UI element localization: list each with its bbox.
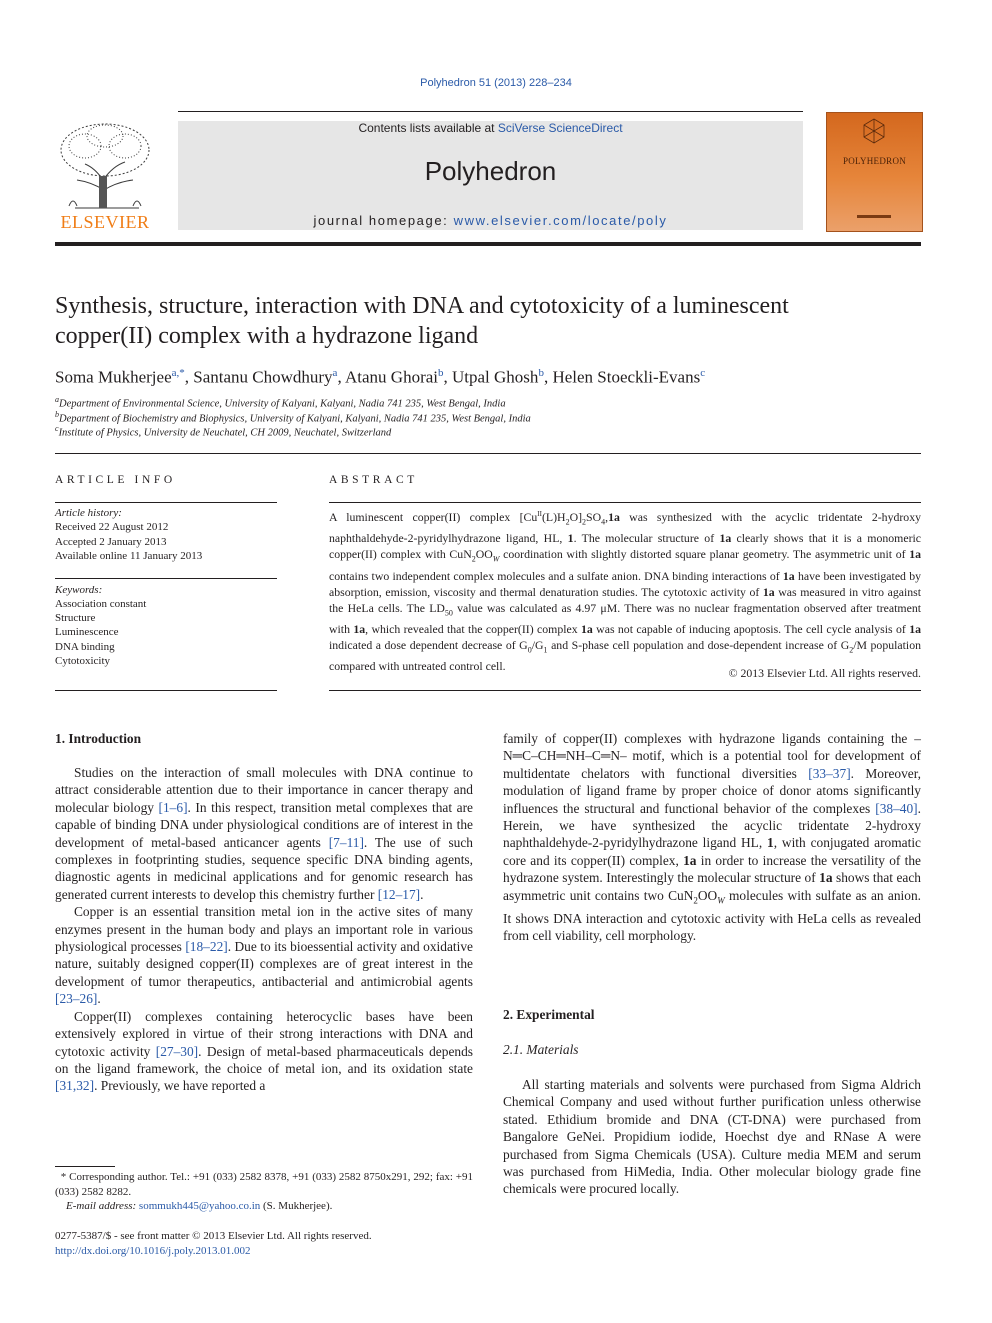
keyword: Cytotoxicity xyxy=(55,655,110,667)
introduction-text-continued xyxy=(503,730,921,945)
email-link[interactable]: sommukh445@yahoo.co.in xyxy=(138,1200,261,1212)
section-heading-experimental: 2. Experimental xyxy=(503,1007,595,1022)
contents-availability xyxy=(178,121,803,135)
introduction-text xyxy=(55,764,473,1095)
author-affiliation-mark[interactable]: a,* xyxy=(171,367,185,379)
footnote-rule xyxy=(55,1166,115,1167)
email-owner: (S. Mukherjee). xyxy=(263,1200,333,1212)
history-received: Received 22 August 2012 xyxy=(55,521,169,533)
elsevier-logo-text: ELSEVIER xyxy=(60,212,150,232)
article-info-rule xyxy=(55,502,277,503)
affiliation-text: Department of Environmental Science, University of Kalyani, Kalyani, Nadia 741 235, West Bengal, India xyxy=(59,398,506,410)
journal-cover-thumbnail xyxy=(826,112,923,232)
homepage-link[interactable]: www.elsevier.com/locate/poly xyxy=(453,213,668,228)
affiliation-mark: c xyxy=(55,424,59,433)
affiliation-c xyxy=(55,424,921,439)
author-name: Utpal Ghosh xyxy=(452,367,539,387)
author-list: Soma Mukherjee$^{a,*}$, Santanu Chowdhury$^a$, Atanu Ghorai$^b$, Utpal Ghosh$^b$, Helen Stoeckli-Evans$^c$ xyxy=(55,367,706,387)
author-name: Soma Mukherjee xyxy=(55,367,172,387)
header-rule xyxy=(178,111,803,112)
author-affiliation-mark[interactable]: b xyxy=(538,367,544,379)
article-info-heading: ARTICLE INFO xyxy=(55,474,176,486)
abstract-text: A luminescent copper(II) complex $[Cu^{II}(L)H_2O]_2SO_4,1a$ was synthesized with the acyclic tridentate 2-hydroxy naphthaldehyde-2-pyridylhydrazone ligand, HL, 1. The molecular structure of 1a clearly shows that it is a monomeric copper(II) complex with $CuN_2OO_W$ coordination with slightly distorted square planar geometry. The asymmetric unit of 1a contains two independent complex molecules and a sulfate anion. DNA binding interactions of 1a have been investigated by absorption, emission, viscosity and thermal denaturation studies. The cytotoxic activity of 1a was measured in vitro against the HeLa cells. The $LD_{50}$ value was calculated as 4.97 μM. There was no nuclear fragmentation observed after treatment with 1a, which revealed that the copper(II) complex 1a was not capable of inducing apoptosis. The cell cycle analysis of 1a indicated a dose dependent decrease of $G_0/G_1$ and S-phase cell population and dose-dependent increase of $G_2/M$ population compared with untreated control cell. xyxy=(329,509,922,674)
author-name: Helen Stoeckli-Evans xyxy=(552,367,701,387)
affiliation-text: Department of Biochemistry and Biophysics, University of Kalyani, Kalyani, Nadia 741 235, West Bengal, India xyxy=(59,413,531,425)
abstract-heading: ABSTRACT xyxy=(329,474,418,486)
journal-citation[interactable]: Polyhedron 51 (2013) 228–234 xyxy=(420,77,572,89)
author-affiliation-mark[interactable]: c xyxy=(700,367,706,379)
paragraph: family of copper(II) complexes with hydrazone ligands containing the –N═C–CH═NH–C═N– motif, which is a potential tool for development of multidentate chelators with functional diversities [33–37]. Moreover, modulation of ligand frame by proper choice of donor atoms significantly influences the structural and functional behavior of the complexes [38–40]. Herein, we have synthesized the acyclic tridentate 2-hydroxy naphthaldehyde-2-pyridylhydrazone ligand HL, 1, with conjugated aromatic core and its copper(II) complex, 1a in order to increase the versatility of the hydrazone system. Interestingly the molecular structure of 1a shows that each asymmetric unit contains two $CuN_2OO_W$ molecules with sulfate as an anion. It shows DNA interaction and cytotoxic activity with HeLa cells as revealed from cell viability, cell morphology. xyxy=(503,731,921,944)
article-title xyxy=(55,291,921,351)
sciencedirect-link[interactable]: SciVerse ScienceDirect xyxy=(497,121,623,135)
cover-title: POLYHEDRON xyxy=(842,156,907,166)
subsection-heading-materials: 2.1. Materials xyxy=(503,1042,579,1057)
keyword: DNA binding xyxy=(55,641,115,653)
affiliation-a xyxy=(55,395,921,410)
author-affiliation-mark[interactable]: b xyxy=(438,367,444,379)
polyhedron-icon xyxy=(827,113,922,231)
author-name: Atanu Ghorai xyxy=(345,367,439,387)
author-name: Santanu Chowdhury xyxy=(193,367,333,387)
contents-prefix: Contents lists available at xyxy=(358,121,498,135)
journal-homepage xyxy=(178,213,803,228)
abstract-rule xyxy=(329,502,921,503)
affiliation-text: Institute of Physics, University de Neuchatel, CH 2009, Neuchatel, Switzerland xyxy=(58,427,392,439)
paragraph: Copper(II) complexes containing heterocyclic bases have been extensively explored in virtue of their strong interactions with DNA and cytotoxic activity [27–30]. Design of metal-based pharmaceuticals depends on the ligand framework, the choice of metal ion, and its oxidation state [31,32]. Previously, we have reported a xyxy=(55,1008,473,1094)
keywords-rule xyxy=(55,578,277,579)
paragraph: All starting materials and solvents were purchased from Sigma Aldrich Chemical Company and used without further purification unless otherwise stated. Ethidium bromide and DNA (CT-DNA) were purchased from Bangalore GeNei. Propidium iodide, Hoechst dye and RNase A were purchased from Sigma Chemicals (USA). Culture media MEM and serum was purchased from HiMedia, India. Other molecular biology grade fine chemicals were procured locally. xyxy=(503,1077,921,1197)
homepage-prefix: journal homepage: xyxy=(313,213,454,228)
journal-name: Polyhedron xyxy=(424,156,557,186)
abstract-bottom-rule xyxy=(329,690,921,691)
paragraph: Copper is an essential transition metal ion in the active sites of many enzymes present in the human body and plays an important role in various physiological processes [18–22]. Due to its bioessential activity and oxidative nature, suitably designed copper(II) complexes are of great interest in the development of tumor therapeutics, antibacterial and antimicrobial agents [23–26]. xyxy=(55,904,473,1007)
keyword: Luminescence xyxy=(55,626,119,638)
header-thick-rule xyxy=(55,242,921,246)
corresponding-author-footnote: * Corresponding author. Tel.: +91 (033) 2582 8378, +91 (033) 2582 8750x291, 292; fax: +91 (033) 2582 8282. xyxy=(55,1171,474,1198)
keyword: Association constant xyxy=(55,598,147,610)
email-label: E-mail address: xyxy=(66,1200,137,1212)
affiliation-mark: a xyxy=(55,395,59,404)
doi-link[interactable]: http://dx.doi.org/10.1016/j.poly.2013.01.002 xyxy=(55,1245,251,1257)
email-footnote xyxy=(55,1200,473,1212)
keyword: Structure xyxy=(55,612,96,624)
title-line-1: Synthesis, structure, interaction with DNA and cytotoxicity of a luminescent xyxy=(55,293,789,319)
article-history-label: Article history: xyxy=(55,507,122,519)
affiliation-mark: b xyxy=(55,410,59,419)
paragraph: Studies on the interaction of small molecules with DNA continue to attract considerable attention due to their importance in cancer therapy and molecular biology [1–6]. In this respect, transition metal complexes that are capable of binding DNA under physiological conditions are of interest in the development of metal-based anticancer agents [7–11]. The use of such complexes in footprinting studies, sequence specific DNA binding agents, diagnostic agents in medicinal applications and for genomic research has generated current interests to develop this chemistry further [12–17]. xyxy=(55,765,473,902)
article-info-bottom-rule xyxy=(55,690,277,691)
title-line-2: copper(II) complex with a hydrazone ligand xyxy=(55,323,479,349)
footnote-text: Corresponding author. Tel.: +91 (033) 2582 8378, +91 (033) 2582 8750x291, 292; fax: +91 (033) 2582 8282. xyxy=(55,1171,474,1198)
front-matter-line: 0277-5387/$ - see front matter © 2013 Elsevier Ltd. All rights reserved. xyxy=(55,1230,372,1242)
history-online: Available online 11 January 2013 xyxy=(55,550,203,562)
section-heading-introduction: 1. Introduction xyxy=(55,731,142,746)
author-affiliation-mark[interactable]: a xyxy=(332,367,338,379)
tree-icon xyxy=(55,120,155,212)
keywords-label: Keywords: xyxy=(55,584,103,596)
abstract-copyright: © 2013 Elsevier Ltd. All rights reserved. xyxy=(728,666,921,680)
history-accepted: Accepted 2 January 2013 xyxy=(55,536,167,548)
materials-text xyxy=(503,1076,921,1198)
affiliation-b xyxy=(55,410,921,425)
affiliation-rule xyxy=(55,453,921,454)
